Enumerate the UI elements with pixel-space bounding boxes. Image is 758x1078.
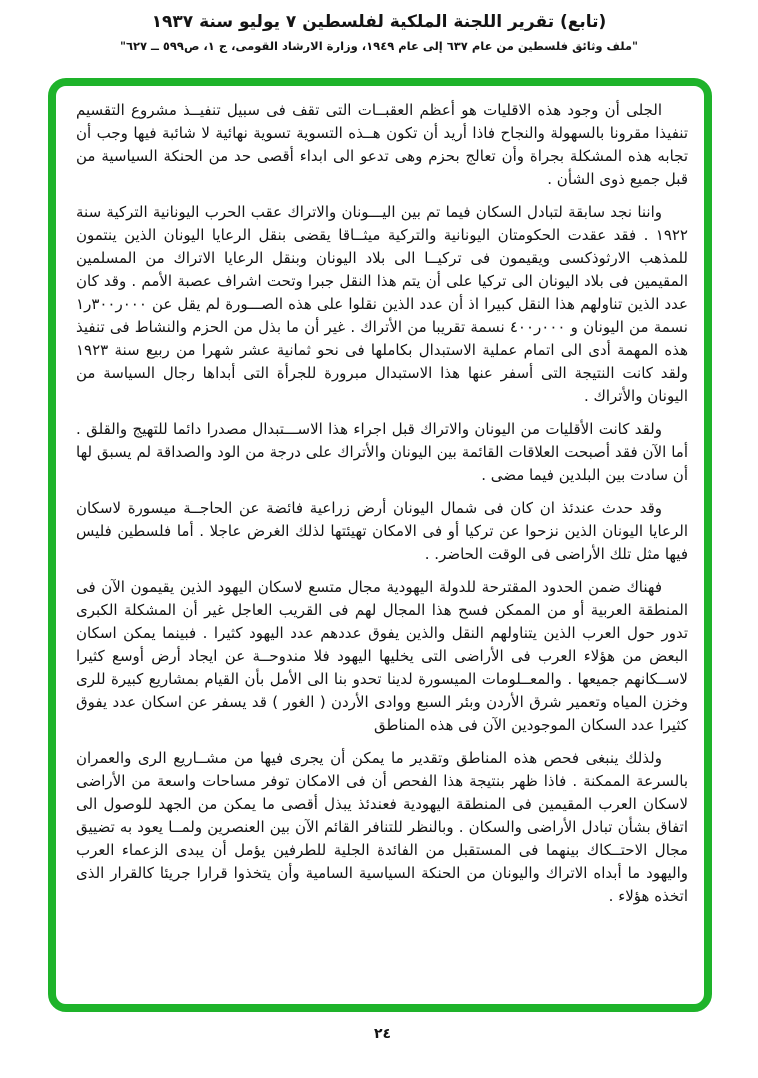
paragraph-minorities-obstacle: الجلى أن وجود هذه الاقليات هو أعظم العقبــات التى تقف فى سبيل تنفيــذ مشروع التقسيم تنفيذا مقرونا بالسهولة والنجاح فاذا أريد أن تكون هــذه التسوية تسوية نهائية لا شائبة فيها وجب أن تجابه هذه المشكلة بجراة وأن تعالج بحزم وهى تدعو الى ابداء أقصى حد من الحنكة السياسية من قبل جميع ذوى الشأن . [76,101,688,188]
page-number: ٢٤ [374,1026,392,1042]
paragraph-greek-agricultural-land: وقد حدث عندئذ ان كان فى شمال اليونان أرض زراعية فائضة عن الحاجــة ميسورة لاسكان الرعايا اليونان الذين نزحوا عن تركيا أو فى الامكان تهيئتها لذلك الغرض عاجلا . أما فلسطين فليس فيها مثل تلك الأراضى فى الوقت الحاضر. . [76,499,688,563]
paragraph-relations-improved: ولقد كانت الأقليات من اليونان والاتراك قبل اجراء هذا الاســـتبدال مصدرا دائما للتهيج والقلق . أما الآن فقد أصبحت العلاقات القائمة بين اليونان والأتراك على درجة من الود والصداقة لم يسبق لها أن سادت بين البلدين فيما مضى . [76,420,688,484]
paragraph-proposed-borders-settlement: فهناك ضمن الحدود المقترحة للدولة اليهودية مجال متسع لاسكان اليهود الذين يقيمون الآن فى المنطقة العربية أو من الممكن فسح هذا المجال لهم فى القريب العاجل غير أن المشكلة الكبرى تدور حول العرب الذين يتناولهم النقل والذين يفوق عددهم عدد اليهود كثيرا . فبينما يمكن اسكان البعض من هؤلاء العرب فى الأراضى التى يخليها اليهود فلا مندوحــة عن ايجاد أرض أوسع كثيرا لاســكانهم جميعها . والمعــلومات الميسورة لدينا تحدو بنا الى الأمل بأن القيام بمشاريع كبيرة للرى وخزن المياه وتعمير شرق الأردن وبئر السبع ووادى الأردن ( الغور ) قد يسفر عن اسكان عدد يفوق كثيرا عدد السكان الموجودين الآن فى هذه المناطق [76,578,688,734]
document-body [56,86,704,1004]
document-header [0,12,758,53]
page-title: (تابع) تقرير اللجنة الملكية لفلسطين ٧ يوليو سنة ١٩٣٧ [151,12,607,32]
paragraph-population-exchange-precedent: واننا نجد سابقة لتبادل السكان فيما تم بين اليـــونان والاتراك عقب الحرب اليونانية التركية سنة ١٩٢٢ . فقد عقدت الحكومتان اليونانية والتركية ميثــاقا يقضى بنقل الرعايا اليونان الذين ينتمون للمذهب الارثوذكسى ويقيمون فى تركيــا الى بلاد اليونان وبنقل الرعايا الاتراك من المسلمين المقيمين فى بلاد اليونان الى تركيا على أن يتم هذا النقل جبرا وتحت اشراف عصبة الأمم . وقد كان عدد الذين تناولهم هذا النقل كبيرا اذ أن عدد الذين نقلوا على هذه الصـــورة لم يقل عن ٠٠٠ر٣٠٠ر١ نسمة من اليونان و ٠٠٠ر٤٠٠ نسمة تقريبا من الأتراك . غير أن ما بذل من الحزم والنشاط فى تنفيذ هذه المهمة أدى الى اتمام عملية الاستبدال بكاملها فى نحو ثمانية عشر شهرا من ربيع سنة ١٩٢٣ ولقد كانت النتيجة التى أسفر عنها هذا الاستبدال مبرورة للجرأة التى أبداها رجال السياسة من اليونان والأتراك . [76,203,688,405]
source-citation: "ملف وثائق فلسطين من عام ٦٣٧ إلى عام ١٩٤٩، وزارة الارشاد القومى، ج ١، ص٥٩٩ ــ ٦٢٧" [119,39,639,53]
green-border-frame [48,78,712,1012]
paragraph-survey-and-exchange-hope: ولذلك ينبغى فحص هذه المناطق وتقدير ما يمكن أن يجرى فيها من مشــاريع الرى والعمران بالسرعة الممكنة . فاذا ظهر بنتيجة هذا الفحص أن فى الامكان توفر مساحات واسعة من الأراضى لاسكان العرب المقيمين فى المنطقة اليهودية فعندئذ يبذل أقصى ما يمكن من الجهد للوصول الى اتفاق بشأن تبادل الأراضى والسكان . وبالنظر للتنافر القائم الآن بين العنصرين ولمــا يعود به تضييق مجال الاحتــكاك بينهما فى المستقبل من الفائدة الجلية للطرفين يؤمل أن يبدى الزعماء العرب واليهود ما أبداه الاتراك واليونان من الحنكة السياسية السامية وأن يتخذوا قرارا جريئا كالقرار الذى اتخذه هؤلاء . [76,749,688,905]
